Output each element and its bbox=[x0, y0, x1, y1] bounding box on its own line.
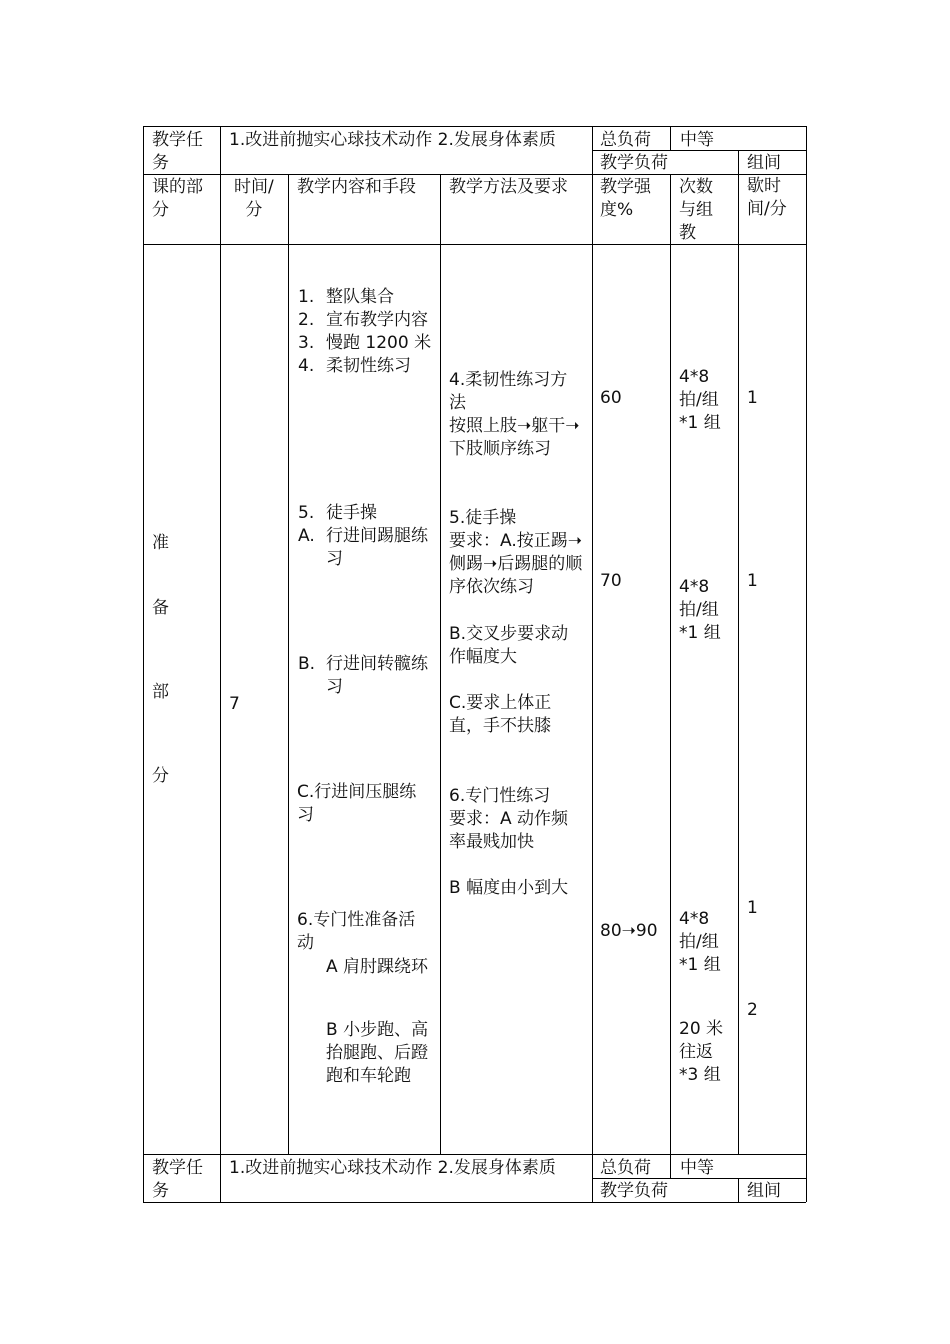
list-item: 2. 宣布教学内容 bbox=[298, 310, 428, 330]
rest-value: 2 bbox=[747, 1000, 758, 1020]
method-flexibility: 4.柔韧性练习方 法 按照上肢➝躯干➝ 下肢顺序练习 bbox=[449, 370, 580, 459]
col-divider-4 bbox=[592, 126, 593, 1202]
footer-task-label: 教学任 务 bbox=[152, 1158, 203, 1201]
content-item-c: C.行进间压腿练 习 bbox=[297, 782, 417, 825]
intensity-value: 70 bbox=[600, 571, 622, 591]
time-value: 7 bbox=[229, 694, 240, 714]
col-divider-2 bbox=[288, 174, 289, 1154]
footer-task-text: 1.改进前抛实心球技术动作 2.发展身体素质 bbox=[229, 1158, 556, 1178]
rest-value: 1 bbox=[747, 571, 758, 591]
count-value: 4*8 拍/组 *1 组 bbox=[679, 909, 721, 975]
count-value: 4*8 拍/组 *1 组 bbox=[679, 367, 721, 433]
method-upright: C.要求上体正 直，手不扶膝 bbox=[449, 693, 552, 736]
row-divider-footer bbox=[143, 1154, 806, 1155]
row-divider-header bbox=[143, 174, 806, 175]
col-divider-3 bbox=[440, 174, 441, 1154]
table-border-right bbox=[806, 126, 807, 1202]
table-border-top bbox=[143, 126, 806, 127]
col-divider-5b bbox=[670, 174, 671, 1154]
method-calisthenics: 5.徒手操 要求：A.按正踢➝ 侧踢➝后踢腿的顺 序依次练习 bbox=[449, 508, 583, 597]
list-item: A. 行进间踢腿练 bbox=[298, 526, 428, 546]
col-header-content: 教学内容和手段 bbox=[297, 177, 416, 197]
total-load-label: 总负荷 bbox=[600, 130, 651, 150]
col-header-intensity: 教学强 度% bbox=[600, 177, 651, 220]
table-border-bottom bbox=[143, 1202, 806, 1203]
task-text: 1.改进前抛实心球技术动作 2.发展身体素质 bbox=[229, 130, 556, 150]
total-load-value: 中等 bbox=[680, 130, 714, 150]
footer-total-load-label: 总负荷 bbox=[600, 1158, 651, 1178]
footer-total-load-value: 中等 bbox=[680, 1158, 714, 1178]
content-item-6a: A 肩肘踝绕环 bbox=[326, 957, 429, 977]
col-divider-5c bbox=[670, 1154, 671, 1178]
part-char-3: 部 bbox=[152, 682, 169, 702]
col-header-method: 教学方法及要求 bbox=[449, 177, 568, 197]
part-char-4: 分 bbox=[152, 766, 169, 786]
footer-rest-label: 组间 bbox=[747, 1181, 781, 1201]
rest-value: 1 bbox=[747, 898, 758, 918]
intensity-value: 80➝90 bbox=[600, 921, 658, 941]
col-header-time: 时间/ 分 bbox=[234, 177, 274, 220]
col-header-part: 课的部 分 bbox=[152, 177, 203, 220]
method-cross-step: B.交叉步要求动 作幅度大 bbox=[449, 624, 569, 667]
content-item-6b: B 小步跑、高 抬腿跑、后蹬 跑和车轮跑 bbox=[326, 1020, 429, 1086]
task-label: 教学任 务 bbox=[152, 130, 203, 173]
rest-interval-label: 组间 歇时 间/分 bbox=[747, 153, 787, 219]
count-value: 4*8 拍/组 *1 组 bbox=[679, 577, 721, 643]
teaching-load-label: 教学负荷 bbox=[600, 153, 668, 173]
col-header-count: 次数 与组 教 bbox=[679, 177, 713, 243]
rest-value: 1 bbox=[747, 388, 758, 408]
part-char-2: 备 bbox=[152, 598, 169, 618]
list-item: 习 bbox=[326, 549, 343, 569]
list-item: 4. 柔韧性练习 bbox=[298, 356, 411, 376]
count-value: 20 米 往返 *3 组 bbox=[679, 1019, 724, 1085]
col-divider-6-footer bbox=[738, 1178, 739, 1202]
col-divider-6 bbox=[738, 150, 739, 1154]
list-item: 5. 徒手操 bbox=[298, 503, 377, 523]
table-border-left bbox=[143, 126, 144, 1202]
method-amplitude: B 幅度由小到大 bbox=[449, 878, 569, 898]
content-list-warmup bbox=[298, 286, 431, 378]
intensity-value: 60 bbox=[600, 388, 622, 408]
content-list-calisthenics bbox=[298, 502, 428, 571]
list-item: 1. 整队集合 bbox=[298, 287, 394, 307]
footer-teaching-load-label: 教学负荷 bbox=[600, 1181, 668, 1201]
list-item: 3. 慢跑 1200 米 bbox=[298, 333, 432, 353]
part-char-1: 准 bbox=[152, 533, 169, 553]
method-special: 6.专门性练习 要求：A 动作频 率最贱加快 bbox=[449, 786, 569, 852]
content-item-b: B. 行进间转髋练 习 bbox=[298, 654, 428, 697]
col-divider-1 bbox=[220, 126, 221, 1202]
content-item-6: 6.专门性准备活 动 bbox=[297, 910, 416, 953]
col-divider-5a bbox=[670, 126, 671, 150]
